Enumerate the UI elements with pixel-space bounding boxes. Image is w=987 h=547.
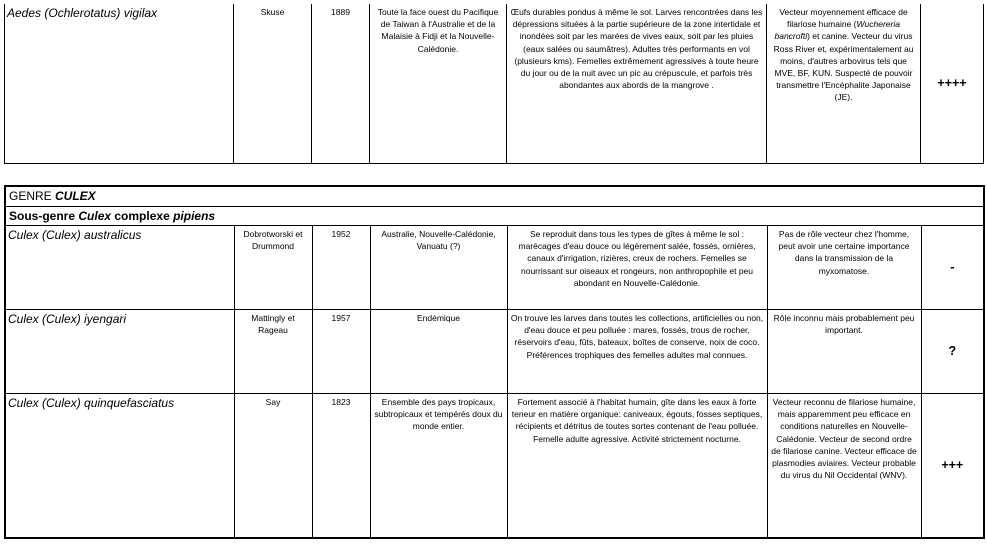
year-cell: 1823 (312, 394, 370, 538)
vector-text-end: ) et canine. Vecteur du virus Ross River et, expérimentalement au moins, d'autres arbovirus tels que MVE, BF, KUN. Suspecté de pouvoir transmettre l'Encéphalite Japonaise (JE). (773, 31, 914, 103)
author-cell: Skuse (234, 4, 312, 163)
table-row (5, 310, 984, 394)
genre-heading (5, 186, 984, 207)
author-cell: Say (234, 394, 312, 538)
importance-rating: ++++ (921, 4, 984, 163)
vector-role-cell (767, 4, 921, 163)
vector-role-cell: Pas de rôle vecteur chez l'homme, peut avoir une certaine importance dans la transmission de la myxomatose. (767, 226, 921, 310)
species-name: Culex (Culex) iyengari (5, 310, 234, 394)
subgenre-name: Culex (78, 209, 112, 223)
importance-rating: +++ (921, 394, 984, 538)
year-cell: 1889 (312, 4, 370, 163)
vector-italic: Wuchereria bancrofti (774, 19, 900, 42)
subgenre-heading (5, 207, 984, 226)
author-cell: Mattingly et Rageau (234, 310, 312, 394)
species-name: Culex (Culex) quinquefasciatus (5, 394, 234, 538)
table-row (5, 394, 984, 538)
vector-role-cell: Rôle inconnu mais probablement peu important. (767, 310, 921, 394)
complex-name: pipiens (173, 209, 216, 223)
distribution-cell: Toute la face ouest du Pacifique de Taiwan à l'Australie et de la Malaisie à Fidji et la Nouvelle-Calédonie. (370, 4, 507, 163)
species-table-aedes (4, 4, 984, 164)
vector-text: Vecteur moyennement efficace de filariose humaine ( (779, 7, 908, 30)
species-table-culex (4, 185, 985, 539)
author-cell: Dobrotworski et Drummond (234, 226, 312, 310)
importance-rating: - (921, 226, 984, 310)
genre-label: GENRE (9, 189, 56, 203)
genre-name: CULEX (55, 189, 96, 203)
subgenre-complex: complexe (111, 209, 174, 223)
biology-cell: Se reproduit dans tous les types de gîtes à même le sol : marécages d'eau douce ou légèrement salée, fossés, ornières, canaux d'irrigation, rizières, creux de rochers. Femelles se nourrissant sur oiseaux et rongeurs, non anthropophile et peu abondant en Nouvelle-Calédonie. (507, 226, 767, 310)
distribution-cell: Endémique (370, 310, 507, 394)
species-name: Aedes (Ochlerotatus) vigilax (5, 4, 234, 163)
biology-cell: Fortement associé à l'habitat humain, gîte dans les eaux à forte teneur en matière organique: caniveaux, égouts, fosses septiques, récipients et détritus de toutes sortes contenant de l'eau polluée. Femelle adulte agressive. Activité strictement nocturne. (507, 394, 767, 538)
table-row (5, 226, 984, 310)
table-row (5, 4, 984, 163)
importance-rating: ? (921, 310, 984, 394)
biology-cell: On trouve les larves dans toutes les collections, artificielles ou non, d'eau douce et peu polluée : mares, fossés, trous de rocher, réservoirs d'eau, fûts, bateaux, boîtes de conserve, noix de coco. Préférences trophiques des femelles adultes mal connues. (507, 310, 767, 394)
distribution-cell: Ensemble des pays tropicaux, subtropicaux et tempérés doux du monde entier. (370, 394, 507, 538)
species-name: Culex (Culex) australicus (5, 226, 234, 310)
vector-role-cell: Vecteur reconnu de filariose humaine, mais apparemment peu efficace en conditions naturelles en Nouvelle-Calédonie. Vecteur de second ordre de filariose canine. Vecteur efficace de plasmodies aviaires. Vecteur probable du virus du Nil Occidental (WNV). (767, 394, 921, 538)
year-cell: 1952 (312, 226, 370, 310)
genre-header-row (5, 186, 984, 207)
subgenre-header-row (5, 207, 984, 226)
year-cell: 1957 (312, 310, 370, 394)
distribution-cell: Australie, Nouvelle-Calédonie, Vanuatu (?) (370, 226, 507, 310)
subgenre-prefix: Sous-genre (9, 209, 79, 223)
biology-cell: Œufs durables pondus à même le sol. Larves rencontrées dans les dépressions situées à la partie supérieure de la zone intertidale et inondées soit par les marées de vives eaux, soit par les pluies (eaux salées ou saumâtres). Adultes très performants en vol (plusieurs kms). Femelles extrêmement agressives à toute heure du jour ou de la nuit avec un pic au crépuscule, et parfois très abondantes aux abords de la mangrove . (507, 4, 767, 163)
